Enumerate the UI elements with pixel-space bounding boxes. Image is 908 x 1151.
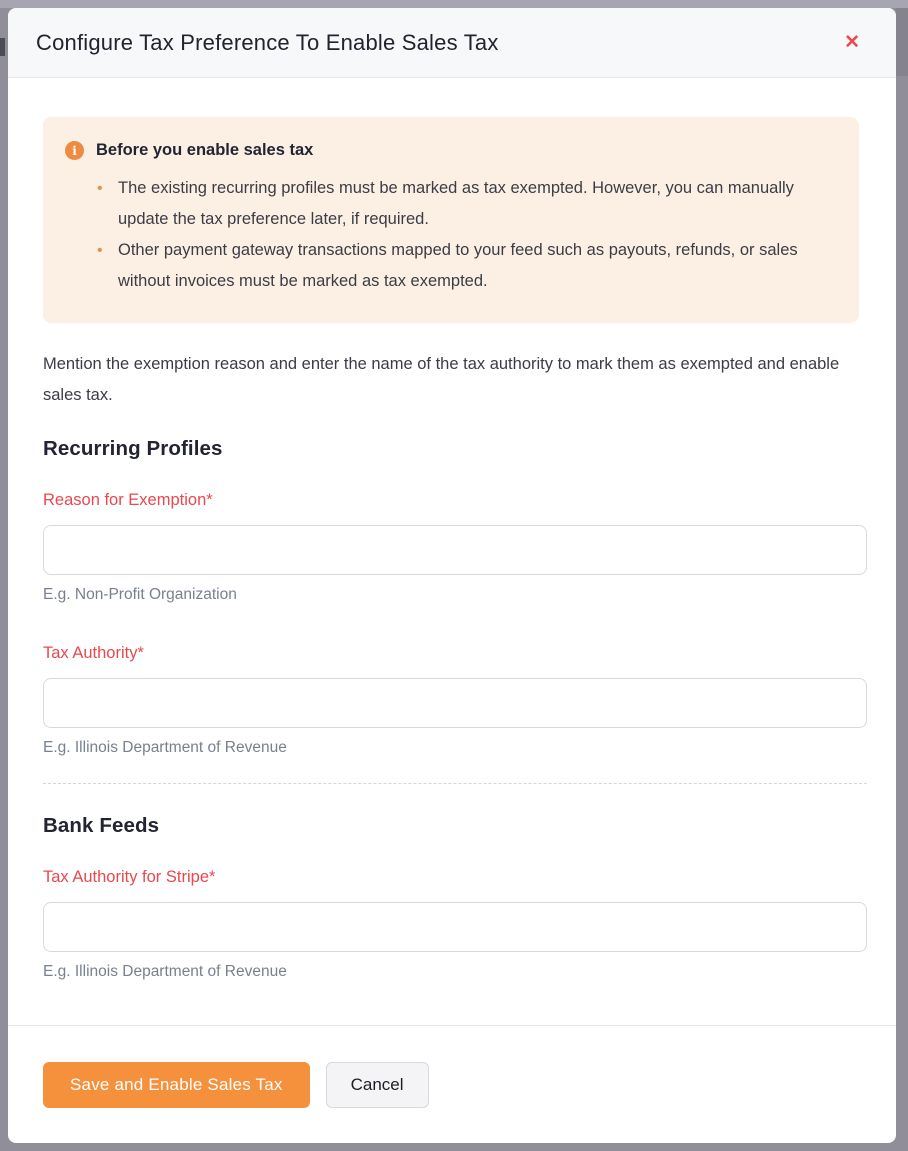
tax-authority-hint: E.g. Illinois Department of Revenue — [43, 739, 287, 756]
tax-authority-stripe-label: Tax Authority for Stripe* — [43, 868, 216, 886]
save-and-enable-sales-tax-button[interactable]: Save and Enable Sales Tax — [43, 1062, 310, 1108]
tax-authority-stripe-hint: E.g. Illinois Department of Revenue — [43, 963, 287, 980]
bank-feeds-heading: Bank Feeds — [43, 814, 160, 837]
reason-for-exemption-input[interactable] — [43, 525, 867, 575]
recurring-profiles-heading: Recurring Profiles — [43, 437, 223, 460]
info-bullet: • The existing recurring profiles must be marked as tax exempted. However, you can manually update the tax preference later, if required. — [118, 173, 835, 235]
close-icon: ✕ — [844, 32, 860, 53]
close-button[interactable] — [838, 29, 866, 56]
tax-preference-modal — [8, 8, 896, 1143]
info-icon: i — [65, 141, 84, 160]
cancel-button[interactable]: Cancel — [326, 1062, 429, 1108]
info-banner — [43, 117, 859, 323]
reason-for-exemption-hint: E.g. Non-Profit Organization — [43, 586, 237, 603]
intro-text: Mention the exemption reason and enter the name of the tax authority to mark them as exempted and enable sales tax. — [43, 355, 840, 404]
modal-body — [8, 78, 896, 1025]
info-banner-heading-row — [65, 141, 835, 160]
info-bullet: • Other payment gateway transactions mapped to your feed such as payouts, refunds, or sales without invoices must be marked as tax exempted. — [118, 235, 835, 297]
info-bullet-list — [65, 173, 835, 297]
reason-for-exemption-field-group — [43, 491, 859, 604]
tax-authority-stripe-field-group — [43, 868, 859, 981]
tax-authority-stripe-input[interactable] — [43, 902, 867, 952]
modal-title: Configure Tax Preference To Enable Sales Tax — [36, 29, 499, 55]
modal-header — [8, 8, 896, 78]
modal-body-inner — [35, 117, 859, 981]
section-divider — [43, 783, 867, 784]
info-banner-heading: Before you enable sales tax — [96, 141, 314, 159]
modal-backdrop-top — [0, 0, 908, 8]
tax-authority-input[interactable] — [43, 678, 867, 728]
modal-footer — [8, 1025, 896, 1143]
backdrop-page-fragment-left — [0, 38, 5, 56]
tax-authority-label: Tax Authority* — [43, 644, 144, 662]
tax-authority-field-group — [43, 644, 859, 757]
reason-for-exemption-label: Reason for Exemption* — [43, 491, 213, 509]
backdrop-page-fragment-right — [896, 8, 908, 76]
